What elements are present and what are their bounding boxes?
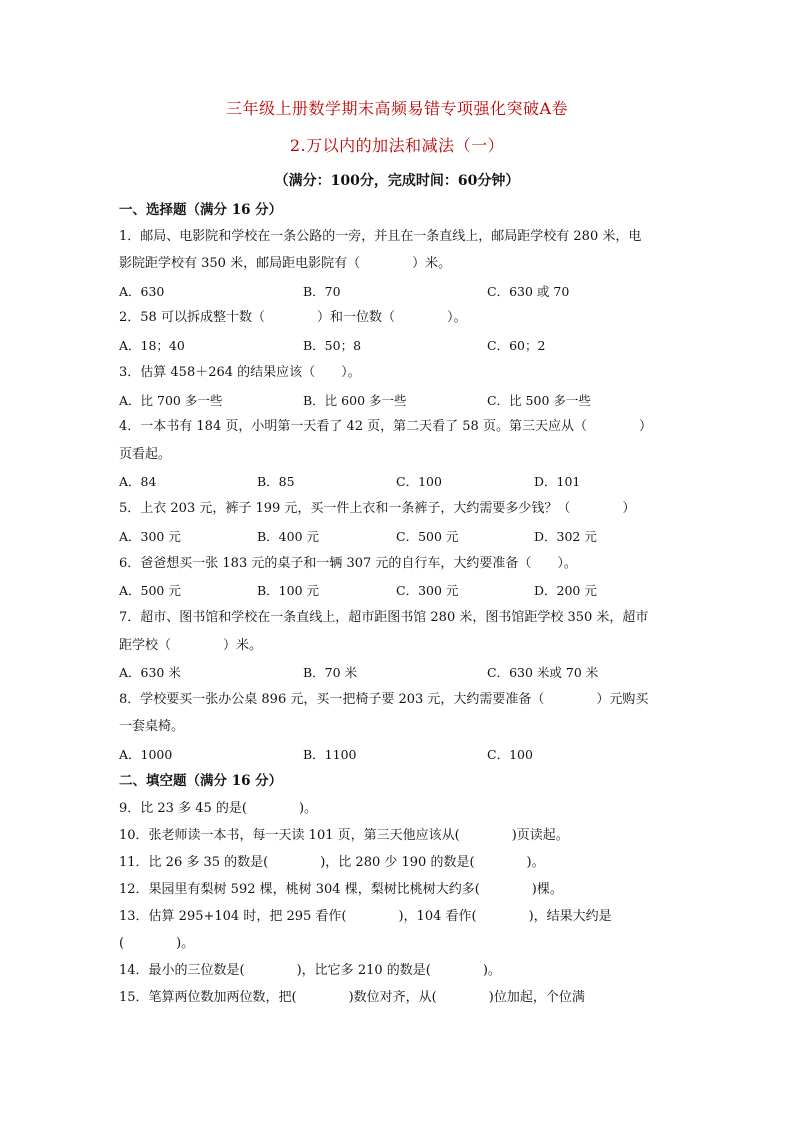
question-10: 10．张老师读一本书，每一天读 101 页，第三天他应该从( )页读起。: [119, 828, 569, 843]
question-13-line-1: 13．估算 295+104 时，把 295 看作( )，104 看作( )，结果大约是: [119, 909, 612, 924]
question-4-option-b: B．85: [257, 474, 295, 489]
question-6-line-1: 6．爸爸想买一张 183 元的桌子和一辆 307 元的自行车，大约要准备（ ）。: [119, 556, 577, 571]
question-9: 9．比 23 多 45 的是( )。: [119, 801, 318, 816]
question-14: 14．最小的三位数是( )，比它多 210 的数是( )。: [119, 963, 501, 978]
question-6-option-a: A．500 元: [119, 583, 181, 598]
question-6-option-c: C．300 元: [396, 583, 459, 598]
question-6-option-d: D．200 元: [534, 583, 597, 598]
exam-subtitle: （满分：100分，完成时间：60分钟）: [274, 173, 520, 189]
section-heading-choice: 一、选择题（满分 16 分）: [119, 202, 283, 218]
question-2-line-1: 2．58 可以拆成整十数（ ）和一位数（ ）。: [119, 310, 467, 325]
question-7-option-b: B．70 米: [303, 665, 358, 680]
question-7-option-c: C．630 米或 70 米: [487, 665, 599, 680]
question-8-option-b: B．1100: [303, 747, 357, 762]
question-8-line-1: 8．学校要买一张办公桌 896 元，买一把椅子要 203 元，大约需要准备（ ）元购买: [119, 692, 649, 707]
question-4-option-c: C．100: [396, 474, 442, 489]
question-7-line-2: 距学校（ ）米。: [119, 638, 263, 653]
question-11: 11．比 26 多 35 的数是( )，比 280 少 190 的数是( )。: [119, 855, 545, 870]
question-4-line-2: 页看起。: [119, 447, 172, 462]
question-3-line-1: 3．估算 458＋264 的结果应该（ ）。: [119, 365, 361, 380]
question-4-option-d: D．101: [534, 474, 581, 489]
question-13-line-2: ( )。: [119, 936, 195, 951]
question-1-line-2: 影院距学校有 350 米，邮局距电影院有（ ）米。: [119, 256, 452, 271]
chapter-title: 2.万以内的加法和减法（一）: [289, 136, 505, 155]
question-4-line-1: 4．一本书有 184 页，小明第一天看了 42 页，第二天看了 58 页。第三天应从（ ）: [119, 419, 652, 434]
question-5-line-1: 5．上衣 203 元，裤子 199 元，买一件上衣和一条裤子，大约需要多少钱？（ ）: [119, 501, 636, 516]
question-7-option-a: A．630 米: [119, 665, 181, 680]
question-1-option-b: B．70: [303, 284, 341, 299]
question-8-option-c: C．100: [487, 747, 533, 762]
question-15: 15．笔算两位数加两位数，把( )数位对齐，从( )位加起，个位满: [119, 990, 585, 1005]
question-1-line-1: 1．邮局、电影院和学校在一条公路的一旁，并且在一条直线上，邮局距学校有 280 米，电: [119, 229, 642, 244]
question-5-option-a: A．300 元: [119, 529, 181, 544]
question-6-option-b: B．100 元: [257, 583, 320, 598]
question-7-line-1: 7．超市、图书馆和学校在一条直线上，超市距图书馆 280 米，图书馆距学校 350 米，超市: [119, 610, 649, 625]
question-1-option-c: C．630 或 70: [487, 284, 570, 299]
question-3-option-a: A．比 700 多一些: [119, 393, 223, 408]
question-1-option-a: A．630: [119, 284, 165, 299]
question-12: 12．果园里有梨树 592 棵，桃树 304 棵，梨树比桃树大约多( )棵。: [119, 882, 563, 897]
question-2-option-b: B．50；8: [303, 338, 362, 353]
question-5-option-b: B．400 元: [257, 529, 320, 544]
question-4-option-a: A．84: [119, 474, 157, 489]
question-5-option-d: D．302 元: [534, 529, 597, 544]
question-8-line-2: 一套桌椅。: [119, 719, 185, 734]
question-3-option-c: C．比 500 多一些: [487, 393, 591, 408]
question-3-option-b: B．比 600 多一些: [303, 393, 407, 408]
question-2-option-c: C．60；2: [487, 338, 546, 353]
question-2-option-a: A．18；40: [119, 338, 185, 353]
exam-title: 三年级上册数学期末高频易错专项强化突破A卷: [225, 99, 569, 118]
question-5-option-c: C．500 元: [396, 529, 459, 544]
section-heading-fill: 二、填空题（满分 16 分）: [119, 773, 283, 789]
question-8-option-a: A．1000: [119, 747, 173, 762]
